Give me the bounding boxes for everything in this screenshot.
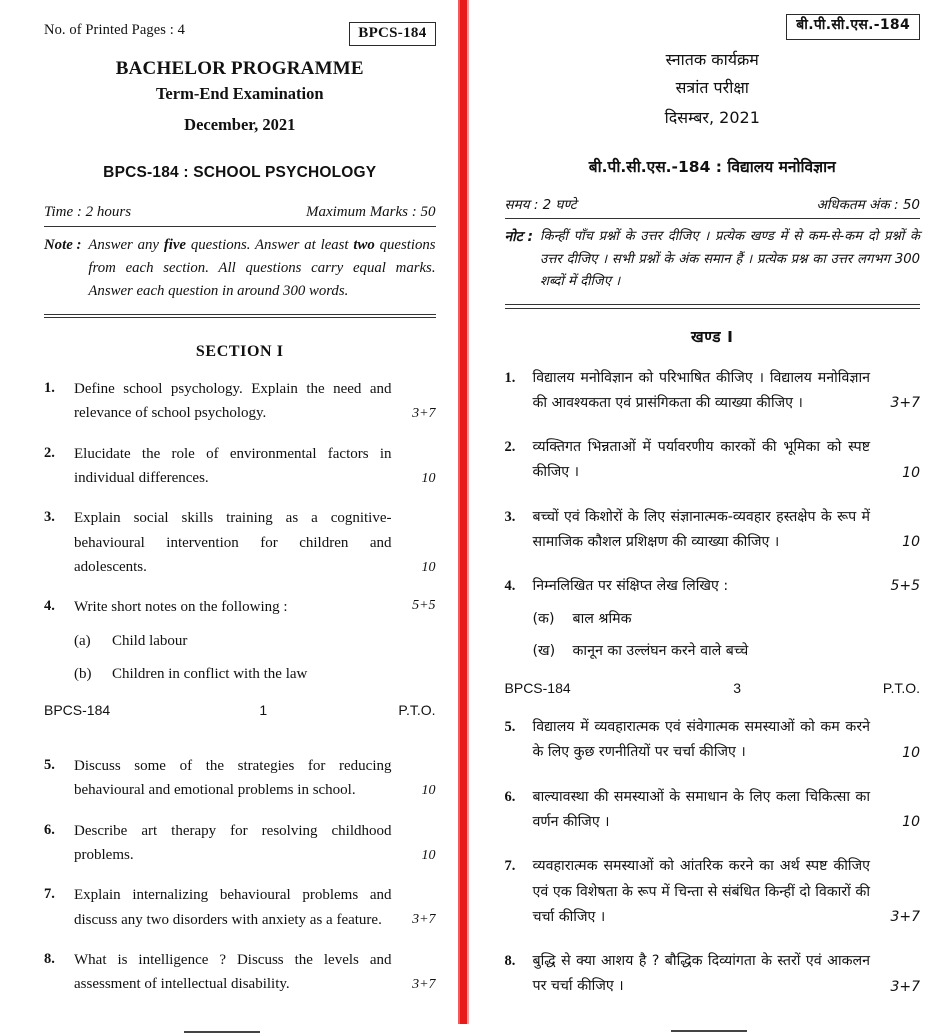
question-body [533,785,920,836]
sub-question-label: (ख) [532,642,556,659]
programme-title: BACHELOR PROGRAMME [115,58,364,79]
question-body [533,574,920,664]
footer-course-code: BPCS-184 [504,680,571,697]
question-item [44,377,436,426]
question-text: Explain social skills training as a cognitive-behavioural intervention for children and adolescents. [74,510,392,575]
printed-pages-label: No. of Printed Pages : 4 [44,22,185,38]
question-number: 4. [44,598,55,615]
footer-course-code: BPCS-184 [44,702,111,719]
question-number: 6. [504,788,516,805]
question-item [44,506,436,579]
question-number: 7. [44,886,55,903]
english-meta-row [44,204,436,226]
footer-pto-label: P.T.O. [398,702,436,719]
course-title-hindi: बी.पी.सी.एस.-184 : विद्यालय मनोविज्ञान [588,158,836,176]
question-marks: 5+5 [412,598,436,614]
note-label-english: Note : [44,236,82,253]
question-text: निम्नलिखित पर संक्षिप्त लेख लिखिए : [532,578,729,595]
question-marks: 5+5 [890,578,920,595]
question-item [44,883,436,932]
page-divider-red-bar [458,0,469,1024]
question-body [74,754,436,803]
english-column [0,0,458,1024]
question-marks: 10 [421,559,436,575]
note-bottom-rule-hindi [505,304,920,309]
question-body [74,595,436,686]
sub-question-text: Children in conflict with the law [112,665,308,682]
question-marks: 3+7 [890,909,920,926]
question-marks: 10 [902,744,920,761]
course-code-badge-english: BPCS-184 [349,22,435,46]
question-body [533,435,920,486]
question-body [74,819,436,868]
footer-page-number: 3 [733,680,742,697]
sub-question-text: बाल श्रमिक [572,610,632,627]
sub-question-label: (क) [532,610,555,627]
hindi-column [469,0,946,1024]
question-item [44,819,436,868]
end-of-section-rule-hindi [671,1030,747,1032]
question-body [74,948,436,997]
question-item [505,366,920,417]
question-number: 2. [44,444,55,461]
question-number: 1. [44,380,55,397]
question-item [505,949,920,1000]
question-item [505,785,920,836]
question-number: 8. [44,950,55,967]
maximum-marks: Maximum Marks : 50 [305,203,436,220]
question-text: विद्यालय मनोविज्ञान को परिभाषित कीजिए । विद्यालय मनोविज्ञान की आवश्यकता एवं प्रासंगिकता की व्याख्या कीजिए । [532,369,870,411]
question-marks: 10 [421,783,436,799]
question-number: 5. [504,719,516,736]
note-text-hindi: किन्हीं पाँच प्रश्नों के उत्तर दीजिए । प्रत्येक खण्ड में से कम-से-कम दो प्रश्नों के उत्तर दीजिए । सभी प्रश्नों के अंक समान हैं । प्रत्येक प्रश्न का उत्तर लगभग 300 शब्दों में दीजिए । [540,229,920,290]
question-text: Write short notes on the following : [74,599,288,616]
question-marks: 3+7 [412,976,436,992]
footer-page-number: 1 [259,702,268,719]
sub-question-item [533,639,920,664]
question-text: व्यवहारात्मक समस्याओं को आंतरिक करने का अर्थ स्पष्ट कीजिए एवं एक विशेषता के रूप में चिन्ता से संबंधित किन्हीं दो विकारों की चर्चा कीजिए । [532,858,870,925]
question-item [44,948,436,997]
question-body [533,505,920,556]
question-body [533,949,920,1000]
question-body [533,366,920,417]
question-body [74,377,436,426]
hindi-header-row [505,14,920,40]
question-text: Define school psychology. Explain the need and relevance of school psychology. [74,381,392,422]
page-footer-english [44,702,436,718]
sub-question-text: कानून का उल्लंघन करने वाले बच्चे [572,642,749,659]
sub-question-item [74,662,436,686]
note-bottom-rule-english [44,314,436,319]
question-marks: 10 [902,534,920,551]
exam-type-title-hindi: सत्रांत परीक्षा [675,78,749,97]
sub-question-label: (a) [74,632,91,649]
question-text: Elucidate the role of environmental factors in individual differences. [74,445,392,487]
question-text: Describe art therapy for resolving childhood problems. [74,822,392,864]
question-number: 4. [504,578,516,595]
question-marks: 10 [421,470,436,486]
question-number: 7. [504,858,516,875]
question-body [74,442,436,491]
exam-session: December, 2021 [184,114,296,134]
note-label-hindi: नोट : [504,229,534,245]
footer-pto-label: P.T.O. [882,680,920,697]
question-marks: 3+7 [412,406,436,422]
question-item [44,442,436,491]
end-of-section-rule-english [184,1031,260,1033]
exam-session-hindi: दिसम्बर, 2021 [664,108,760,127]
question-marks: 3+7 [412,912,436,928]
programme-title-hindi: स्नातक कार्यक्रम [665,50,759,69]
sub-question-text: Child labour [112,632,188,649]
question-text: व्यक्तिगत भिन्नताओं में पर्यावरणीय कारकों की भूमिका को स्पष्ट कीजिए । [532,439,870,481]
question-body [74,506,436,579]
course-code-badge-hindi: बी.पी.सी.एस.-184 [786,14,920,40]
question-number: 6. [44,821,55,838]
section-heading-english: SECTION I [195,343,284,361]
page-footer-hindi [505,680,920,696]
section-heading-hindi: खण्ड I [691,327,734,346]
sub-question-label: (b) [74,665,92,682]
hindi-title-block [505,46,920,128]
maximum-marks-hindi: अधिकतम अंक : 50 [816,197,920,213]
question-body [533,854,920,930]
question-number: 8. [504,953,516,970]
question-item [505,435,920,486]
time-allowed: Time : 2 hours [44,203,132,220]
question-body [533,715,920,766]
question-body [74,883,436,932]
sub-question-item [533,607,920,632]
question-text: Discuss some of the strategies for reducing behavioural and emotional problems in school. [74,758,392,799]
exam-type-title: Term-End Examination [155,83,324,103]
note-block-hindi [505,219,920,298]
question-item [505,574,920,664]
question-item [505,505,920,556]
question-marks: 10 [421,847,436,863]
question-marks: 10 [902,814,920,831]
time-allowed-hindi: समय : 2 घण्टे [504,197,577,213]
note-block-english [44,227,436,308]
question-item [505,715,920,766]
question-item [44,595,436,686]
english-header-row [44,22,436,46]
question-number: 2. [504,439,516,456]
sub-question-item [74,629,436,653]
question-marks: 3+7 [890,978,920,995]
english-title-block [44,56,436,135]
note-text-english: Answer any five questions. Answer at least two questions from each section. All questions carry equal marks. Answer each question in around 300 words. [88,236,436,300]
question-marks: 3+7 [890,395,920,412]
question-number: 3. [44,509,55,526]
question-text: बाल्यावस्था की समस्याओं के समाधान के लिए कला चिकित्सा का वर्णन कीजिए । [532,788,870,830]
question-marks: 10 [902,464,920,481]
question-number: 1. [504,369,516,386]
question-number: 5. [44,757,55,774]
question-number: 3. [504,508,516,525]
question-text: Explain internalizing behavioural problems and discuss any two disorders with anxiety as a feature. [74,887,392,928]
question-text: What is intelligence ? Discuss the levels and assessment of intellectual disability. [74,951,392,993]
course-title-english: BPCS-184 : SCHOOL PSYCHOLOGY [103,163,377,181]
question-text: बच्चों एवं किशोरों के लिए संज्ञानात्मक-व्यवहार हस्तक्षेप के रूप में सामाजिक कौशल प्रशिक्षण की व्याख्या कीजिए । [532,508,870,551]
question-item [505,854,920,930]
question-text: विद्यालय में व्यवहारात्मक एवं संवेगात्मक समस्याओं को कम करने के लिए कुछ रणनीतियों पर चर्चा कीजिए । [532,719,870,761]
footer-spacer [44,718,436,738]
question-text: बुद्धि से क्या आशय है ? बौद्धिक दिव्यांगता के स्तरों एवं आकलन पर चर्चा कीजिए । [532,953,870,995]
hindi-meta-row [505,195,920,218]
question-item [44,754,436,803]
